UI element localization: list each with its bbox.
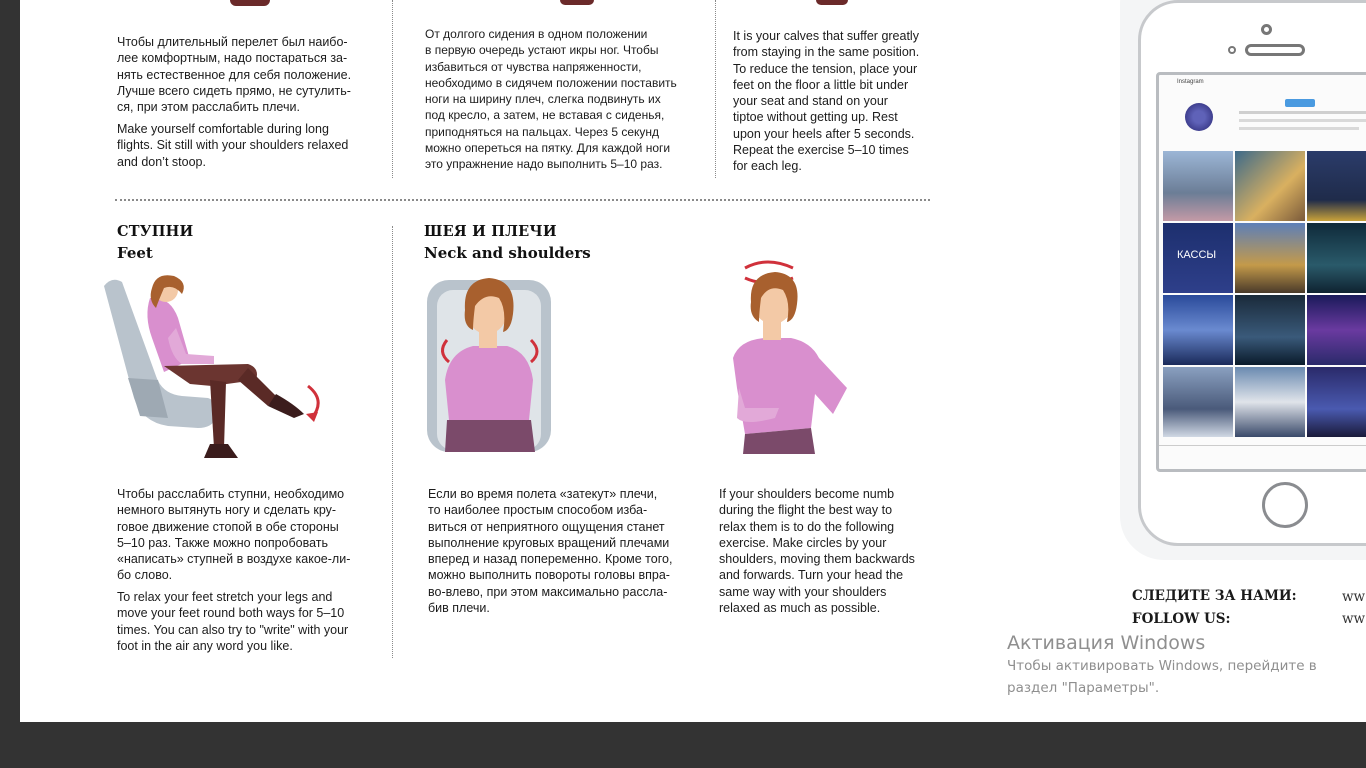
windows-activation-text: Чтобы активировать Windows, перейдите в раздел "Параметры". [1007,658,1317,696]
neck-title-ru: ШЕЯ И ПЛЕЧИ [424,223,557,240]
top-col3-en-text: It is your calves that suffer greatly from staying in the same position. To reduce the tension, place your feet on the floor a little bit under your seat and stand on your tiptoe without getting up. Rest upon your heels after 5 seconds. Repeat the exercise 5–10 times for each leg. [733,29,920,174]
neck-title-en: Neck and shoulders [424,244,591,262]
profile-info-line [1239,111,1366,114]
instagram-app-name: Instagram [1177,79,1204,85]
neck-en-text: If your shoulders become numb during the flight the best way to relax them is to do the following exercise. Make circles by your shoulders, moving them backwards and forwards. Turn your head the same way with your shoulders relaxed as much as possible. [719,487,915,616]
kassy-label: КАССЫ [1177,249,1217,261]
section-divider [115,199,930,201]
top-divider-1 [392,0,393,178]
windows-activation-title: Активация Windows [1007,632,1206,654]
phone-camera [1261,24,1272,35]
top-divider-2 [715,0,716,178]
photo-grid [1163,151,1366,441]
grid-photo-kassy[interactable] [1163,223,1233,293]
grid-photo[interactable] [1163,151,1233,221]
feet-ru-text: Чтобы расслабить ступни, необходимо немного вытянуть ногу и сделать кру- говое движение стопой в обе стороны 5–10 раз. Также можно попробовать «написать» ступней в воздухе какое-ли- бо слово. [117,487,351,583]
grid-photo[interactable] [1307,367,1366,437]
document-page [20,0,1366,722]
shoulder-circles-illustration [425,270,555,456]
top-col2-ru-text: От долгого сидения в одном положении в первую очередь устают икры ног. Чтобы избавиться от чувства напряженности, необходимо в сидячем положении поставить ноги на ширину плеч, слегка подвинуть их под кресло, а затем, не вставая с сиденья, приподняться на пальцах. Через 5 секунд можно опереться на пятку. Для каждой ноги это упражнение надо выполнить 5–10 раз. [425,27,677,172]
follow-link-2[interactable]: ww [1342,611,1366,627]
follow-link-1[interactable]: ww [1342,589,1366,605]
phone-sensor [1228,46,1236,54]
grid-photo[interactable] [1307,223,1366,293]
grid-photo[interactable] [1235,295,1305,365]
top-col1-ru-text: Чтобы длительный перелет был наибо- лее комфортным, надо постараться за- нять естественное для себя положение. Лучше всего сидеть прямо, не сутулить- ся, при этом расслабить плечи. [117,35,352,115]
top-col1-en-text: Make yourself comfortable during long flights. Sit still with your shoulders relaxed and don’t stoop. [117,122,349,169]
follow-us-en: FOLLOW US: [1132,611,1231,627]
feet-title-en: Feet [117,244,153,262]
grid-photo[interactable] [1163,367,1233,437]
bottom-divider [392,226,393,658]
top-illustration-fragment-2 [560,0,594,5]
head-turn-illustration [715,258,855,458]
feet-en-text: To relax your feet stretch your legs and move your feet round both ways for 5–10 times. You can also try to "write" with your foot in the air any word you like. [117,590,349,653]
profile-info-line [1239,127,1359,130]
phone-speaker [1245,44,1305,56]
phone-mockup [1120,0,1366,560]
grid-photo[interactable] [1235,223,1305,293]
neck-ru-text: Если во время полета «затекут» плечи, то наиболее простым способом изба- виться от неприятного ощущения станет выполнение круговых вращений плечами вперед и назад попеременно. Кроме того, можно выполнить повороты головы впра- во-влево, при этом максимально рассла- бив плечи. [428,487,673,616]
phone-home-button[interactable] [1262,482,1308,528]
profile-info-line [1239,119,1366,122]
feet-exercise-illustration [98,268,328,464]
follow-us-ru: СЛЕДИТЕ ЗА НАМИ: [1132,588,1297,604]
grid-photo[interactable] [1235,151,1305,221]
grid-photo[interactable] [1163,295,1233,365]
phone-screen [1156,72,1366,472]
profile-avatar [1185,103,1213,131]
feet-title-ru: СТУПНИ [117,223,194,240]
grid-photo[interactable] [1235,367,1305,437]
screen-bottom-bar [1159,445,1366,446]
grid-photo[interactable] [1307,151,1366,221]
grid-photo[interactable] [1307,295,1366,365]
top-illustration-fragment-3 [816,0,848,5]
profile-follow-button[interactable] [1285,99,1315,107]
top-illustration-fragment-1 [230,0,270,6]
